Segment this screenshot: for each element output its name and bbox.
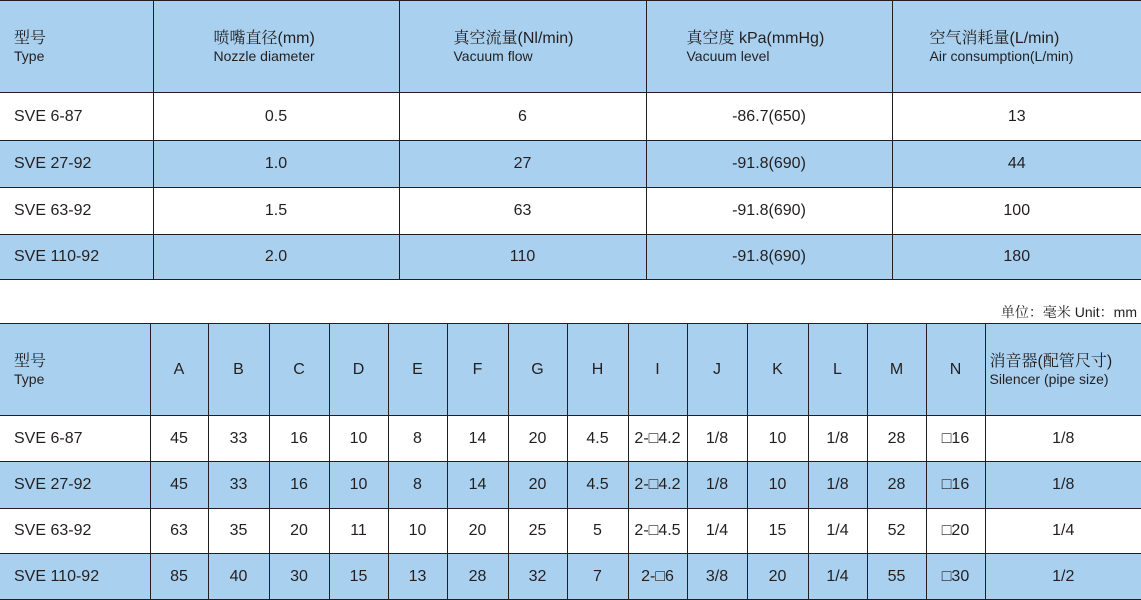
cell-dim: 1/8	[687, 462, 747, 509]
cell-nozzle-diameter: 2.0	[153, 235, 399, 280]
cell-dim: 16	[269, 462, 329, 509]
cell-dim: 4.5	[567, 416, 628, 462]
cell-type: SVE 110-92	[0, 554, 150, 600]
cell-dim: 20	[747, 554, 808, 600]
header-dim-l: L	[808, 324, 867, 416]
cell-air-consumption: 44	[892, 141, 1141, 188]
cell-dim: 28	[867, 416, 926, 462]
header-dim-n: N	[926, 324, 985, 416]
cell-dim: 85	[150, 554, 208, 600]
cell-dim: 30	[269, 554, 329, 600]
cell-type: SVE 63-92	[0, 188, 153, 235]
cell-dim: □30	[926, 554, 985, 600]
table-row	[0, 462, 1141, 509]
header-dim-i: I	[628, 324, 687, 416]
cell-dim: 7	[567, 554, 628, 600]
cell-dim: 2-□4.5	[628, 509, 687, 554]
cell-dim: 14	[447, 462, 508, 509]
performance-header-row	[0, 1, 1141, 93]
table-row	[0, 554, 1141, 600]
header-air-consumption: 空气消耗量(L/min) Air consumption(L/min)	[892, 1, 1141, 93]
table-row	[0, 235, 1141, 280]
cell-silencer: 1/8	[985, 462, 1141, 509]
cell-nozzle-diameter: 1.5	[153, 188, 399, 235]
cell-dim: 15	[747, 509, 808, 554]
cell-dim: 5	[567, 509, 628, 554]
cell-dim: □20	[926, 509, 985, 554]
cell-dim: 1/8	[687, 416, 747, 462]
cell-dim: 55	[867, 554, 926, 600]
header-dim-m: M	[867, 324, 926, 416]
cell-dim: 32	[508, 554, 567, 600]
cell-dim: 40	[208, 554, 269, 600]
cell-type: SVE 63-92	[0, 509, 150, 554]
cell-dim: 25	[508, 509, 567, 554]
cell-vacuum-flow: 63	[399, 188, 646, 235]
cell-dim: □16	[926, 462, 985, 509]
cell-dim: 63	[150, 509, 208, 554]
cell-dim: 10	[747, 462, 808, 509]
cell-dim: 20	[447, 509, 508, 554]
cell-dim: 20	[269, 509, 329, 554]
header-vacuum-flow: 真空流量(Nl/min) Vacuum flow	[399, 1, 646, 93]
cell-dim: 16	[269, 416, 329, 462]
cell-dim: 3/8	[687, 554, 747, 600]
table-row	[0, 188, 1141, 235]
cell-dim: 1/4	[808, 554, 867, 600]
cell-dim: 1/8	[808, 416, 867, 462]
cell-type: SVE 27-92	[0, 462, 150, 509]
cell-dim: 10	[388, 509, 447, 554]
cell-air-consumption: 100	[892, 188, 1141, 235]
cell-vacuum-level: -91.8(690)	[646, 188, 892, 235]
header-dim-a: A	[150, 324, 208, 416]
cell-dim: 28	[447, 554, 508, 600]
header-type: 型号 Type	[0, 1, 153, 93]
cell-dim: 52	[867, 509, 926, 554]
cell-vacuum-flow: 27	[399, 141, 646, 188]
cell-dim: 2-□4.2	[628, 416, 687, 462]
table-row	[0, 141, 1141, 188]
header-dim-e: E	[388, 324, 447, 416]
cell-dim: 1/8	[808, 462, 867, 509]
header-vacuum-level: 真空度 kPa(mmHg) Vacuum level	[646, 1, 892, 93]
cell-dim: 10	[329, 416, 388, 462]
cell-silencer: 1/8	[985, 416, 1141, 462]
table-row	[0, 93, 1141, 141]
cell-dim: 11	[329, 509, 388, 554]
cell-vacuum-level: -91.8(690)	[646, 235, 892, 280]
cell-dim: 10	[329, 462, 388, 509]
cell-vacuum-level: -91.8(690)	[646, 141, 892, 188]
cell-air-consumption: 180	[892, 235, 1141, 280]
header-type: 型号 Type	[0, 324, 150, 416]
cell-dim: 20	[508, 416, 567, 462]
cell-type: SVE 6-87	[0, 416, 150, 462]
cell-dim: 4.5	[567, 462, 628, 509]
header-nozzle-diameter: 喷嘴直径(mm) Nozzle diameter	[153, 1, 399, 93]
cell-vacuum-flow: 6	[399, 93, 646, 141]
cell-dim: 1/4	[687, 509, 747, 554]
cell-dim: 15	[329, 554, 388, 600]
header-dim-b: B	[208, 324, 269, 416]
cell-silencer: 1/4	[985, 509, 1141, 554]
cell-dim: 33	[208, 462, 269, 509]
cell-dim: 14	[447, 416, 508, 462]
cell-vacuum-flow: 110	[399, 235, 646, 280]
cell-dim: 35	[208, 509, 269, 554]
cell-dim: 20	[508, 462, 567, 509]
cell-dim: 2-□6	[628, 554, 687, 600]
dimensions-header-row	[0, 324, 1141, 416]
cell-dim: 10	[747, 416, 808, 462]
table-row	[0, 416, 1141, 462]
header-dim-f: F	[447, 324, 508, 416]
header-dim-g: G	[508, 324, 567, 416]
cell-dim: 8	[388, 416, 447, 462]
cell-dim: □16	[926, 416, 985, 462]
cell-dim: 2-□4.2	[628, 462, 687, 509]
header-dim-d: D	[329, 324, 388, 416]
header-dim-c: C	[269, 324, 329, 416]
cell-type: SVE 27-92	[0, 141, 153, 188]
cell-silencer: 1/2	[985, 554, 1141, 600]
cell-dim: 33	[208, 416, 269, 462]
cell-dim: 28	[867, 462, 926, 509]
cell-nozzle-diameter: 0.5	[153, 93, 399, 141]
cell-dim: 45	[150, 462, 208, 509]
dimensions-table	[0, 323, 1141, 600]
cell-air-consumption: 13	[892, 93, 1141, 141]
cell-dim: 45	[150, 416, 208, 462]
cell-vacuum-level: -86.7(650)	[646, 93, 892, 141]
cell-type: SVE 6-87	[0, 93, 153, 141]
header-dim-h: H	[567, 324, 628, 416]
cell-dim: 8	[388, 462, 447, 509]
cell-nozzle-diameter: 1.0	[153, 141, 399, 188]
table-row	[0, 509, 1141, 554]
performance-table	[0, 0, 1141, 280]
header-dim-k: K	[747, 324, 808, 416]
cell-dim: 1/4	[808, 509, 867, 554]
unit-note: 单位：毫米 Unit：mm	[1000, 304, 1137, 320]
cell-type: SVE 110-92	[0, 235, 153, 280]
header-dim-j: J	[687, 324, 747, 416]
cell-dim: 13	[388, 554, 447, 600]
header-silencer: 消音器(配管尺寸) Silencer (pipe size)	[985, 324, 1141, 416]
